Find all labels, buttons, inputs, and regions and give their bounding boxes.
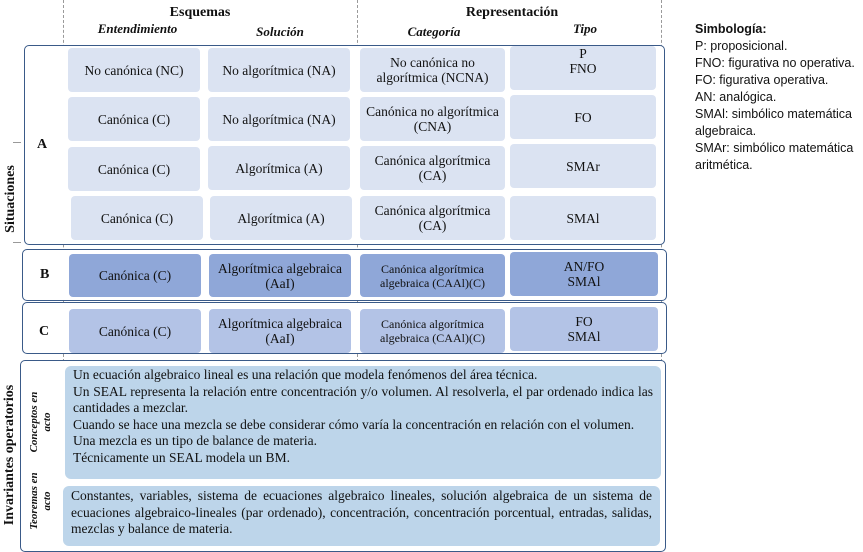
a1-solucion: No algorítmica (NA)	[208, 48, 350, 92]
invariantes-label: Invariantes operatorios	[2, 384, 17, 526]
b-categoria: Canónica algorítmica algebraica (CAAl)(C)	[360, 254, 505, 297]
concepto-line: Un ecuación algebraico lineal es una relación que modela fenómenos del área técnica.	[73, 367, 538, 382]
header-esquemas: Esquemas	[169, 5, 231, 20]
a3-entendimiento: Canónica (C)	[68, 147, 200, 191]
concepto-line: Técnicamente un SEAL modela un BM.	[73, 449, 290, 465]
c-tipo: FO SMAl	[510, 307, 658, 351]
simbologia-legend	[695, 21, 855, 174]
teoremas-text: Constantes, variables, sistema de ecuaciones algebraico lineales, solución algebraica de un sistema de ecuaciones algebraico-lineales (par ordenado), concentración, concentración porcentual, entradas, salidas, mezclas y balance de materia.	[71, 488, 652, 536]
conceptos-label: Conceptos en acto	[28, 391, 53, 453]
simbologia-item: SMAl: simbólico matemática algebraica.	[695, 107, 852, 138]
a3-solucion: Algorítmica (A)	[208, 146, 350, 190]
simbologia-item: AN: analógica.	[695, 90, 777, 104]
concepto-line: Cuando se hace una mezcla se debe considerar cómo varía la concentración en relación con el volumen.	[73, 416, 635, 432]
b-entendimiento: Canónica (C)	[69, 254, 201, 297]
teoremas-box	[63, 486, 660, 546]
a2-entendimiento: Canónica (C)	[68, 97, 200, 141]
simbologia-item: SMAr: simbólico matemática aritmética.	[695, 141, 854, 172]
a4-entendimiento: Canónica (C)	[71, 196, 203, 240]
b-solucion: Algorítmica algebraica (AaI)	[209, 254, 351, 297]
teoremas-label: Teoremas en acto	[28, 472, 53, 530]
header-representacion: Representación	[465, 5, 559, 20]
c-solucion: Algorítmica algebraica (AaI)	[209, 309, 351, 353]
simbologia-item: FO: figurativa operativa.	[695, 73, 829, 87]
a3-tipo: SMAr	[510, 144, 656, 188]
c-categoria: Canónica algorítmica algebraica (CAAl)(C)	[360, 309, 505, 353]
header-solucion: Solución	[256, 24, 304, 39]
a4-solucion: Algorítmica (A)	[210, 196, 352, 240]
group-b-label: B	[40, 267, 50, 282]
a2-solucion: No algorítmica (NA)	[208, 97, 350, 141]
concepto-line: Un SEAL representa la relación entre concentración y/o volumen. Al resolverla, el par ordenado indica las cantidades a mezclar.	[73, 383, 653, 415]
a2-categoria: Canónica no algorítmica (CNA)	[360, 97, 505, 141]
conceptos-box	[65, 366, 661, 479]
a1-tipo: P FNO	[510, 46, 656, 90]
a4-tipo: SMAl	[510, 196, 656, 240]
a1-entendimiento: No canónica (NC)	[68, 48, 200, 92]
simbologia-item: P: proposicional.	[695, 39, 788, 53]
simbologia-title: Simbología:	[695, 22, 767, 36]
concepto-line: Una mezcla es un tipo de balance de materia.	[73, 433, 318, 448]
b-tipo: AN/FO SMAl	[510, 252, 658, 296]
header-entendimiento: Entendimiento	[97, 21, 178, 36]
group-a-label: A	[37, 137, 48, 152]
header-tipo: Tipo	[572, 21, 598, 36]
c-entendimiento: Canónica (C)	[69, 309, 201, 353]
header-categoria: Categoría	[407, 24, 461, 39]
a4-categoria: Canónica algorítmica (CA)	[360, 196, 505, 240]
simbologia-item: FNO: figurativa no operativa.	[695, 56, 855, 70]
a2-tipo: FO	[510, 95, 656, 139]
situaciones-label: Situaciones	[3, 165, 18, 233]
situaciones-tick	[13, 142, 21, 143]
group-c-label: C	[39, 324, 50, 339]
situaciones-tick	[13, 242, 21, 243]
a1-categoria: No canónica no algorítmica (NCNA)	[360, 48, 505, 92]
a3-categoria: Canónica algorítmica (CA)	[360, 146, 505, 190]
